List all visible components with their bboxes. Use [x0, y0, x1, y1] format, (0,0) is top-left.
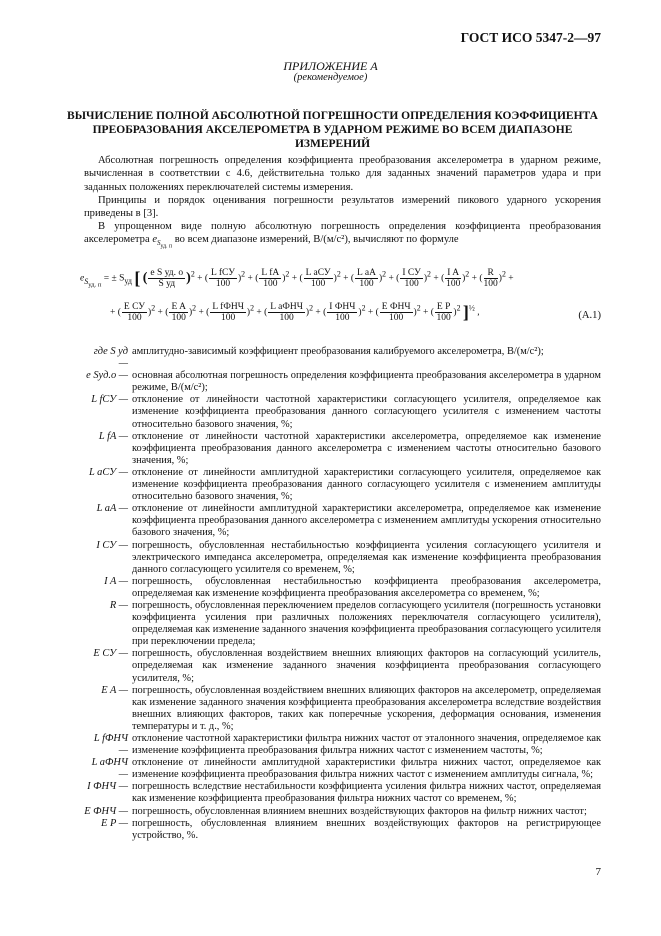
formula-term-15 — [435, 302, 452, 323]
standard-header: ГОСТ ИСО 5347-2—97 — [460, 30, 601, 45]
term-7-num: I A — [447, 268, 460, 278]
term-4-num: L aСУ — [305, 268, 331, 278]
formula-line-2: + ( $\frac{\text{E СУ}}{100}$ )$^2$ + ( $\frac{\text{E A}}{100}$ )$^2$ + ( $\frac{\text{L fФНЧ}}{100}$ )$^2$ + ( $\frac{\text{L aФНЧ}}{100}$ )$^2$ + ( $\frac{\text{I ФНЧ}}{100}$ )$^2$ + ( $\frac{\text{E ФНЧ}}{100}$ )$^2$ + ( $\frac{\text{E P}}{100}$ )$^2$ ]$^{\frac{1}{2}}$ , — [110, 302, 480, 323]
definition-text: погрешность, обусловленная воздействием внешних влияющих факторов на акселерометр, определяемая как изменение заданного значения коэффициента преобразования акселерометра вследствие воздействия внешних влияющих факторов, таких как поперечные ускорения, деформация основания, изменения температуры и т. д., %; — [132, 684, 601, 732]
definition-text: отклонение от линейности амплитудной характеристики согласующего усилителя, определяемое как изменение коэффициента преобразования данного согласующего усилителя с изменением амплитуды относительно базового значения, %; — [132, 466, 601, 503]
equation-number: (A.1) — [578, 310, 601, 321]
definition-item — [84, 757, 601, 781]
definition-item — [84, 818, 601, 842]
formula-term-1 — [148, 268, 185, 289]
formula-term-14 — [380, 302, 413, 323]
definition-text: погрешность, обусловленная нестабильностью коэффициента преобразования акселерометра, определяемая как изменение коэффициента преобразования акселерометра со временем, %; — [132, 575, 601, 599]
definition-symbol: L aA — — [96, 503, 128, 515]
paragraph-2 — [84, 194, 601, 221]
definition-item — [84, 685, 601, 733]
definition-item — [84, 733, 601, 757]
term-5-num: L aA — [357, 268, 376, 278]
definition-text: отклонение от линейности амплитудной характеристики акселерометра, определяемое как изменение коэффициента преобразования данного акселерометра с изменением амплитуды ускорения относительно базового значения, %; — [132, 503, 601, 539]
definition-symbol: L fСУ — — [91, 394, 128, 406]
formula-term-9 — [122, 302, 147, 323]
term-1-den: S уд — [158, 279, 176, 289]
term-10-den: 100 — [171, 313, 186, 323]
definition-symbol: I ФНЧ — — [87, 781, 128, 793]
term-12-den: 100 — [279, 313, 294, 323]
definition-item — [84, 806, 601, 818]
formula-term-5 — [355, 268, 378, 289]
term-14-den: 100 — [389, 313, 404, 323]
heading-line-2: ПРЕОБРАЗОВАНИЯ АКСЕЛЕРОМЕТРА В УДАРНОМ РЕЖИМЕ ВО ВСЕМ ДИАПАЗОНЕ ИЗМЕРЕНИЙ — [92, 124, 573, 150]
paragraph-3-text-a: В упрощенном виде полную абсолютную погрешность определения коэффициента преобразования акселерометра — [84, 221, 601, 246]
heading-line-1: ВЫЧИСЛЕНИЕ ПОЛНОЙ АБСОЛЮТНОЙ ПОГРЕШНОСТИ ОПРЕДЕЛЕНИЯ КОЭФФИЦИЕНТА — [67, 110, 598, 122]
term-3-num: L fA — [261, 268, 280, 278]
term-4-den: 100 — [311, 279, 326, 289]
definition-symbol: E A — — [101, 684, 128, 696]
definition-item — [84, 370, 601, 394]
definition-symbol: I СУ — — [96, 539, 128, 551]
term-10-num: E A — [171, 302, 186, 312]
term-7-den: 100 — [446, 279, 461, 289]
term-8-den: 100 — [483, 279, 498, 289]
definition-item — [84, 576, 601, 600]
definition-item — [84, 600, 601, 648]
definition-text: погрешность, обусловленная переключением пределов согласующего усилителя (погрешность установки коэффициента усиления при различных положениях переключателя согласующего усилителя), определяемая как изменение заданного значения коэффициента преобразования согласующего усилителя при переключении предела; — [132, 599, 601, 648]
definition-item — [84, 431, 601, 467]
definition-text: отклонение от линейности амплитудной характеристики фильтра нижних частот, определяемое как изменение коэффициента преобразования фильтра нижних частот с изменением амплитуды сигнала, %; — [132, 757, 601, 781]
definition-item — [84, 394, 601, 430]
appendix-title: ПРИЛОЖЕНИЕ А — [283, 59, 378, 73]
definition-symbol: L fA — — [98, 430, 128, 442]
formula-power: ½ — [468, 303, 475, 313]
definition-text: основная абсолютная погрешность определения коэффициента преобразования акселерометра в ударном режиме, В/(м/с²); — [132, 370, 601, 394]
definition-symbol: L aСУ — — [88, 466, 128, 478]
formula-term-2 — [209, 268, 237, 289]
definition-item — [84, 781, 601, 805]
definition-text: погрешность, обусловленная воздействием внешних влияющих факторов на согласующий усилитель, определяемая как изменение заданного значения коэффициента преобразования согласующего усилителя, %; — [132, 648, 601, 684]
term-9-num: E СУ — [123, 302, 146, 312]
definition-symbol: R — — [109, 599, 128, 611]
formula-lhs-subsub: уд. п — [88, 281, 102, 289]
definition-text: погрешность, обусловленная нестабильностью коэффициента усиления согласующего усилителя и электрического импеданса акселерометра, определяемая как изменение коэффициента преобразования данного согласующего усилителя со временем, %; — [132, 539, 601, 575]
definition-symbol: I A — — [104, 575, 128, 587]
term-13-num: I ФНЧ — [329, 302, 356, 312]
definition-symbol: L fФНЧ — — [93, 733, 128, 757]
definition-symbol: L aФНЧ — — [91, 757, 128, 781]
appendix-subtitle: (рекомендуемое) — [293, 72, 368, 83]
definition-item — [84, 467, 601, 503]
paragraph-1-text: Абсолютная погрешность определения коэффициента преобразования акселерометра в ударном режиме, вычисленная в соответствии с 4.6, действительна только для заданных значений параметров удара и при заданных положениях переключателей системы измерения. — [84, 155, 601, 193]
term-15-den: 100 — [436, 313, 451, 323]
term-8-num: R — [484, 268, 498, 279]
term-14-num: E ФНЧ — [381, 302, 411, 312]
page-number: 7 — [595, 866, 601, 878]
formula-line-1: $e_{S_{уд. п}}$ = ± $S_{уд}$ [ ( $\frac{\text{e S уд. о}}{\text{S уд}}$ )$^2$ + ( $\frac{\text{L fСУ}}{100}$ )$^2$ + ( $\frac{\text{L fA}}{100}$ )$^2$ + ( $\frac{\text{L aСУ}}{100}$ )$^2$ + ( $\frac{\text{L aA}}{100}$ )$^2$ + ( $\frac{\text{I СУ}}{100}$ )$^2$ + ( $\frac{\text{I A}}{100}$ )$^2$ + ( $\frac{R}{100}$ )$^2$ + — [80, 268, 514, 289]
paragraph-3-text-b: во всем диапазоне измерений, В/(м/с²), вычисляют по формуле — [174, 234, 459, 246]
definition-text: отклонение от линейности частотной характеристики акселерометра, определяемое как изменение коэффициента преобразования данного акселерометра с изменением частоты относительно базового значения, %; — [132, 430, 601, 466]
formula-term-4 — [304, 268, 333, 289]
definition-symbol: E P — — [101, 817, 128, 829]
formula-term-10 — [169, 302, 188, 323]
paragraph-2-text: Принципы и порядок оценивания погрешности результатов измерений пикового ударного ускорения приведены в [3]. — [84, 195, 601, 220]
definition-item — [84, 648, 601, 684]
definition-symbol: E СУ — — [93, 648, 128, 660]
definition-text: отклонение частотной характеристики фильтра нижних частот от эталонного значения, определяемое как изменение коэффициента преобразования фильтра нижних частот с изменением частоты, %; — [132, 733, 601, 757]
definitions-list — [84, 346, 601, 842]
paragraph-3: В упрощенном виде полную абсолютную погрешность определения коэффициента преобразования акселерометра $e_{S_{уд. п}}$ во всем диапазоне измерений, В/(м/с²), вычисляют по формуле — [84, 221, 601, 250]
definition-symbol: где S уд — — [93, 346, 128, 370]
definition-text: амплитудно-зависимый коэффициент преобразования калибруемого акселерометра, В/(м/с²); — [132, 346, 544, 357]
definition-text: погрешность вследствие нестабильности коэффициента усиления фильтра нижних частот, определяемая как изменение коэффициента преобразования фильтра нижних частот со временем, %; — [132, 781, 601, 805]
formula-term-13 — [327, 302, 357, 323]
term-6-den: 100 — [404, 279, 419, 289]
definition-item — [84, 503, 601, 539]
term-1-num: e S уд. о — [150, 268, 184, 278]
definition-symbol: E ФНЧ — — [84, 805, 128, 817]
term-15-num: E P — [436, 302, 451, 312]
formula-term-3 — [259, 268, 281, 289]
term-9-den: 100 — [127, 313, 142, 323]
formula-eq: = ± S — [103, 273, 125, 284]
formula-term-11 — [210, 302, 246, 323]
formula-term-12 — [268, 302, 305, 323]
term-2-num: L fСУ — [211, 268, 235, 278]
appendix-label — [0, 60, 661, 84]
formula-term-6 — [400, 268, 422, 289]
definition-item — [84, 346, 601, 370]
definition-text: погрешность, обусловленная влиянием внешних воздействующих факторов на фильтр нижних частот; — [132, 805, 587, 817]
term-5-den: 100 — [359, 279, 374, 289]
term-13-den: 100 — [335, 313, 350, 323]
term-11-den: 100 — [221, 313, 236, 323]
formula-lhs-sub: S — [84, 276, 89, 286]
formula-eq-sub: уд — [124, 276, 132, 286]
term-3-den: 100 — [263, 279, 278, 289]
formula-term-7 — [445, 268, 461, 289]
paragraph-1 — [84, 154, 601, 194]
definition-text: погрешность, обусловленная влиянием внешних воздействующих факторов на регистрирующее устройство, %. — [132, 817, 601, 841]
term-6-num: I СУ — [402, 268, 421, 278]
section-heading — [60, 109, 605, 151]
definition-text: отклонение от линейности частотной характеристики согласующего усилителя, определяемое как изменение коэффициента преобразования данного согласующего усилителя с изменением частоты относительно базового значения, %; — [132, 394, 601, 430]
formula-lhs: e — [80, 273, 85, 284]
term-11-num: L fФНЧ — [212, 302, 244, 312]
formula-term-8 — [484, 268, 498, 289]
term-2-den: 100 — [215, 279, 231, 289]
definition-item — [84, 540, 601, 576]
term-12-num: L aФНЧ — [270, 302, 303, 312]
definition-symbol: e Sуд.о — — [86, 370, 128, 382]
